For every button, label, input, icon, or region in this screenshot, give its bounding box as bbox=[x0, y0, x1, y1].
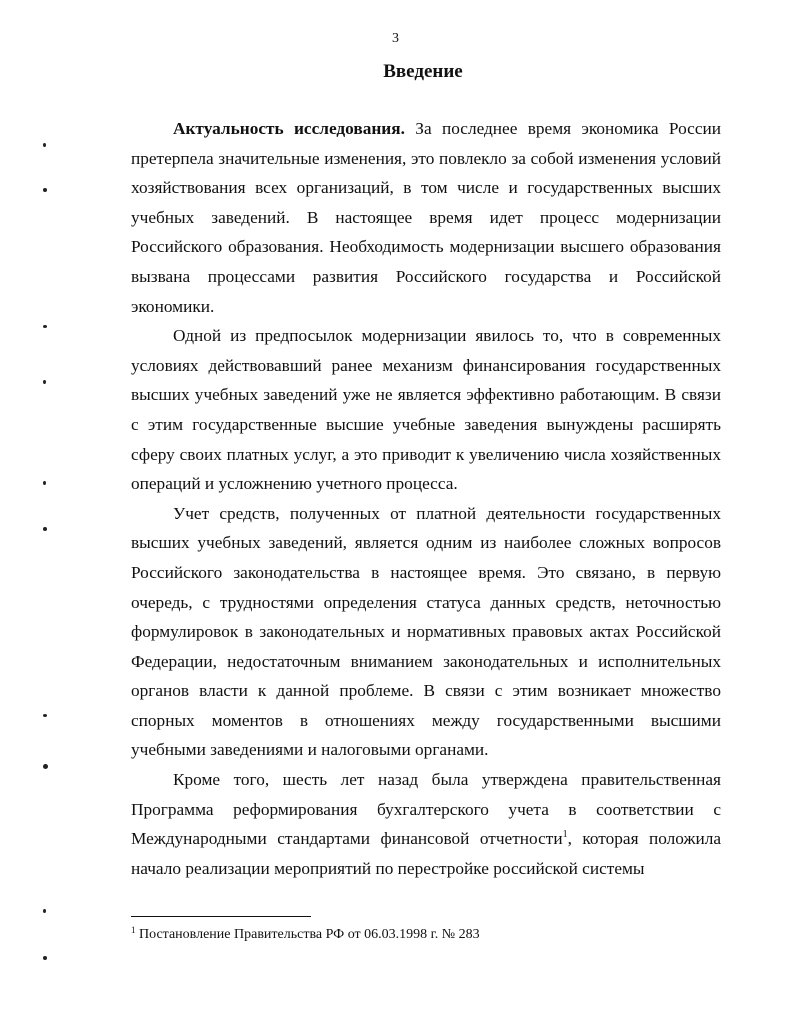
footnote-number: 1 bbox=[131, 925, 136, 935]
scan-mark bbox=[43, 956, 47, 960]
scan-mark bbox=[43, 380, 46, 384]
paragraph-text: , которая положила начало реализации мероприятий по перестройке российской системы bbox=[131, 829, 721, 878]
paragraph-lead: Актуальность исследования. bbox=[173, 119, 405, 138]
scan-mark bbox=[43, 527, 47, 531]
footnote-reference: 1 bbox=[562, 829, 568, 841]
paragraph-accounting: Учет средств, полученных от платной деятельности государственных высших учебных заведений, является одним из наиболее сложных вопросов Российского законодательства в настоящее время. Это связано, в первую очередь, с трудностями определения статуса данных средств, неточностью формулировок в законодательных и нормативных правовых актах Российской Федерации, недостаточным вниманием законодательных и исполнительных органов власти к данной проблеме. В связи с этим возникает множество спорных моментов в отношениях между государственными высшими учебными заведениями и налоговыми органами. bbox=[131, 503, 721, 760]
paragraph-reform bbox=[131, 765, 721, 883]
scan-mark bbox=[43, 481, 46, 485]
page-number: 3 bbox=[392, 31, 399, 46]
footnote bbox=[131, 926, 721, 944]
scan-mark bbox=[43, 764, 48, 769]
scan-mark bbox=[43, 188, 47, 192]
scan-mark bbox=[43, 325, 47, 328]
body-text bbox=[131, 114, 721, 883]
scan-mark bbox=[43, 143, 46, 147]
footnote-divider bbox=[131, 916, 311, 917]
paragraph-prerequisites: Одной из предпосылок модернизации явилось то, что в современных условиях действовавший ранее механизм финансирования государственных высших учебных заведений уже не является эффективно работающим. В связи с этим государственные высшие учебные заведения вынуждены расширять сферу своих платных услуг, а это приводит к увеличению числа хозяйственных операций и усложнению учетного процесса. bbox=[131, 326, 721, 494]
scan-mark bbox=[43, 714, 47, 717]
paragraph-text: За последнее время экономика России претерпела значительные изменения, это повлекло за собой изменения условий хозяйствования всех организаций, в том числе и государственных высших учебных заведений. В настоящее время идет процесс модернизации Российского образования. Необходимость модернизации высшего образования вызвана процессами развития Российского государства и Российской экономики. bbox=[131, 119, 722, 316]
paragraph-relevance bbox=[131, 114, 721, 321]
footnote-text: Постановление Правительства РФ от 06.03.1998 г. № 283 bbox=[139, 927, 480, 942]
scan-mark bbox=[43, 909, 46, 913]
paragraph-text: Кроме того, шесть лет назад была утверждена правительственная Программа реформирования бухгалтерского учета в соответствии с Международными стандартами финансовой отчетности bbox=[131, 770, 721, 849]
page-title: Введение bbox=[383, 61, 463, 82]
